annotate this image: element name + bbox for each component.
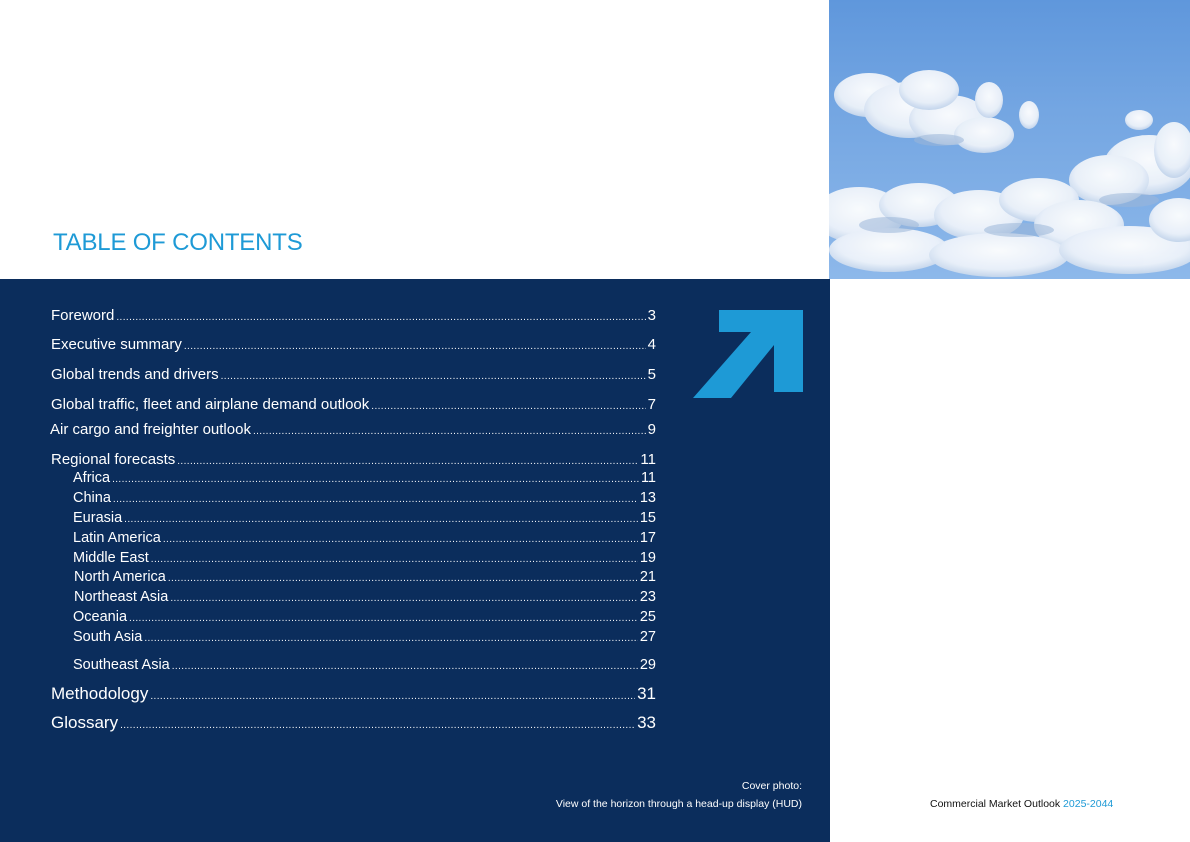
toc-entry-glossary[interactable] (51, 713, 656, 736)
leader-dots (168, 570, 638, 587)
toc-entry-global-trends[interactable] (51, 366, 656, 386)
toc-entry-foreword[interactable] (51, 307, 656, 327)
toc-entry-latin-america[interactable] (73, 530, 656, 548)
cover-description: View of the horizon through a head-up display (HUD) (555, 798, 802, 810)
toc-page: 9 (647, 421, 656, 438)
toc-label: South Asia (73, 629, 143, 645)
toc-entry-eurasia[interactable] (73, 510, 656, 528)
leader-dots (163, 531, 638, 548)
leader-dots (177, 453, 638, 471)
toc-page: 7 (647, 396, 656, 413)
toc-label: Latin America (73, 530, 161, 546)
toc-entry-southeast-asia[interactable] (73, 657, 656, 675)
toc-page: 5 (647, 366, 656, 383)
toc-entry-africa[interactable] (73, 470, 656, 488)
toc-label: North America (74, 569, 166, 585)
leader-dots (112, 471, 639, 488)
leader-dots (151, 551, 638, 568)
toc-label: Executive summary (51, 336, 182, 353)
cover-heading: Cover photo: (741, 780, 802, 792)
toc-label: Southeast Asia (73, 657, 170, 673)
toc-entry-northeast-asia[interactable] (74, 589, 656, 607)
toc-page: 29 (639, 657, 656, 673)
toc-entry-oceania[interactable] (73, 609, 656, 627)
toc-label: Air cargo and freighter outlook (50, 421, 251, 438)
toc-entry-middle-east[interactable] (73, 550, 656, 568)
toc-entry-regional-forecasts[interactable] (51, 451, 656, 471)
footer-title: Commercial Market Outlook (930, 798, 1061, 810)
toc-label: Global trends and drivers (51, 366, 219, 383)
toc-label: Methodology (51, 684, 149, 703)
footer-years: 2025-2044 (1063, 798, 1114, 810)
leader-dots (221, 368, 646, 386)
toc-page: 27 (639, 629, 656, 645)
leader-dots (144, 630, 638, 647)
leader-dots (253, 423, 646, 441)
toc-entry-south-asia[interactable] (73, 629, 656, 647)
toc-label: Eurasia (73, 510, 123, 526)
toc-page: 11 (640, 451, 656, 468)
toc-page: 15 (639, 510, 656, 526)
footer-publication (930, 798, 1113, 810)
toc-label: Africa (73, 470, 111, 486)
toc-page: 11 (640, 470, 656, 486)
cover-caption (556, 777, 802, 813)
arrow-up-right-icon (693, 310, 803, 398)
toc-entry-air-cargo[interactable] (50, 421, 656, 441)
toc-label: Middle East (73, 550, 149, 566)
toc-page: 25 (639, 609, 656, 625)
toc-page: 17 (639, 530, 656, 546)
toc-entry-global-traffic[interactable] (51, 396, 656, 416)
leader-dots (371, 398, 645, 416)
toc-label: China (73, 490, 111, 506)
leader-dots (124, 511, 638, 528)
toc-page: 19 (639, 550, 656, 566)
leader-dots (184, 338, 646, 356)
toc-label: Oceania (73, 609, 128, 625)
leader-dots (129, 610, 638, 627)
leader-dots (172, 658, 638, 675)
toc-label: Global traffic, fleet and airplane demand outlook (51, 396, 370, 413)
toc-entry-executive-summary[interactable] (51, 336, 656, 356)
sky-photo (829, 0, 1190, 279)
toc-page: 4 (647, 336, 656, 353)
leader-dots (113, 491, 638, 508)
toc-label: Northeast Asia (74, 589, 169, 605)
toc-label: Foreword (51, 307, 115, 324)
toc-entry-china[interactable] (73, 490, 656, 508)
page-title: TABLE OF CONTENTS (53, 229, 303, 256)
toc-page: 3 (647, 307, 656, 324)
leader-dots (170, 590, 638, 607)
toc-page: 31 (637, 684, 656, 703)
toc-page: 33 (637, 713, 656, 732)
leader-dots (150, 687, 635, 707)
toc-page: 13 (639, 490, 656, 506)
toc-entry-methodology[interactable] (51, 684, 656, 707)
toc-label: Glossary (51, 713, 119, 732)
leader-dots (116, 309, 645, 327)
toc-entry-north-america[interactable] (74, 569, 656, 587)
toc-page: 23 (639, 589, 656, 605)
toc-label: Regional forecasts (51, 451, 176, 468)
leader-dots (120, 716, 635, 736)
toc-page: 21 (639, 569, 656, 585)
